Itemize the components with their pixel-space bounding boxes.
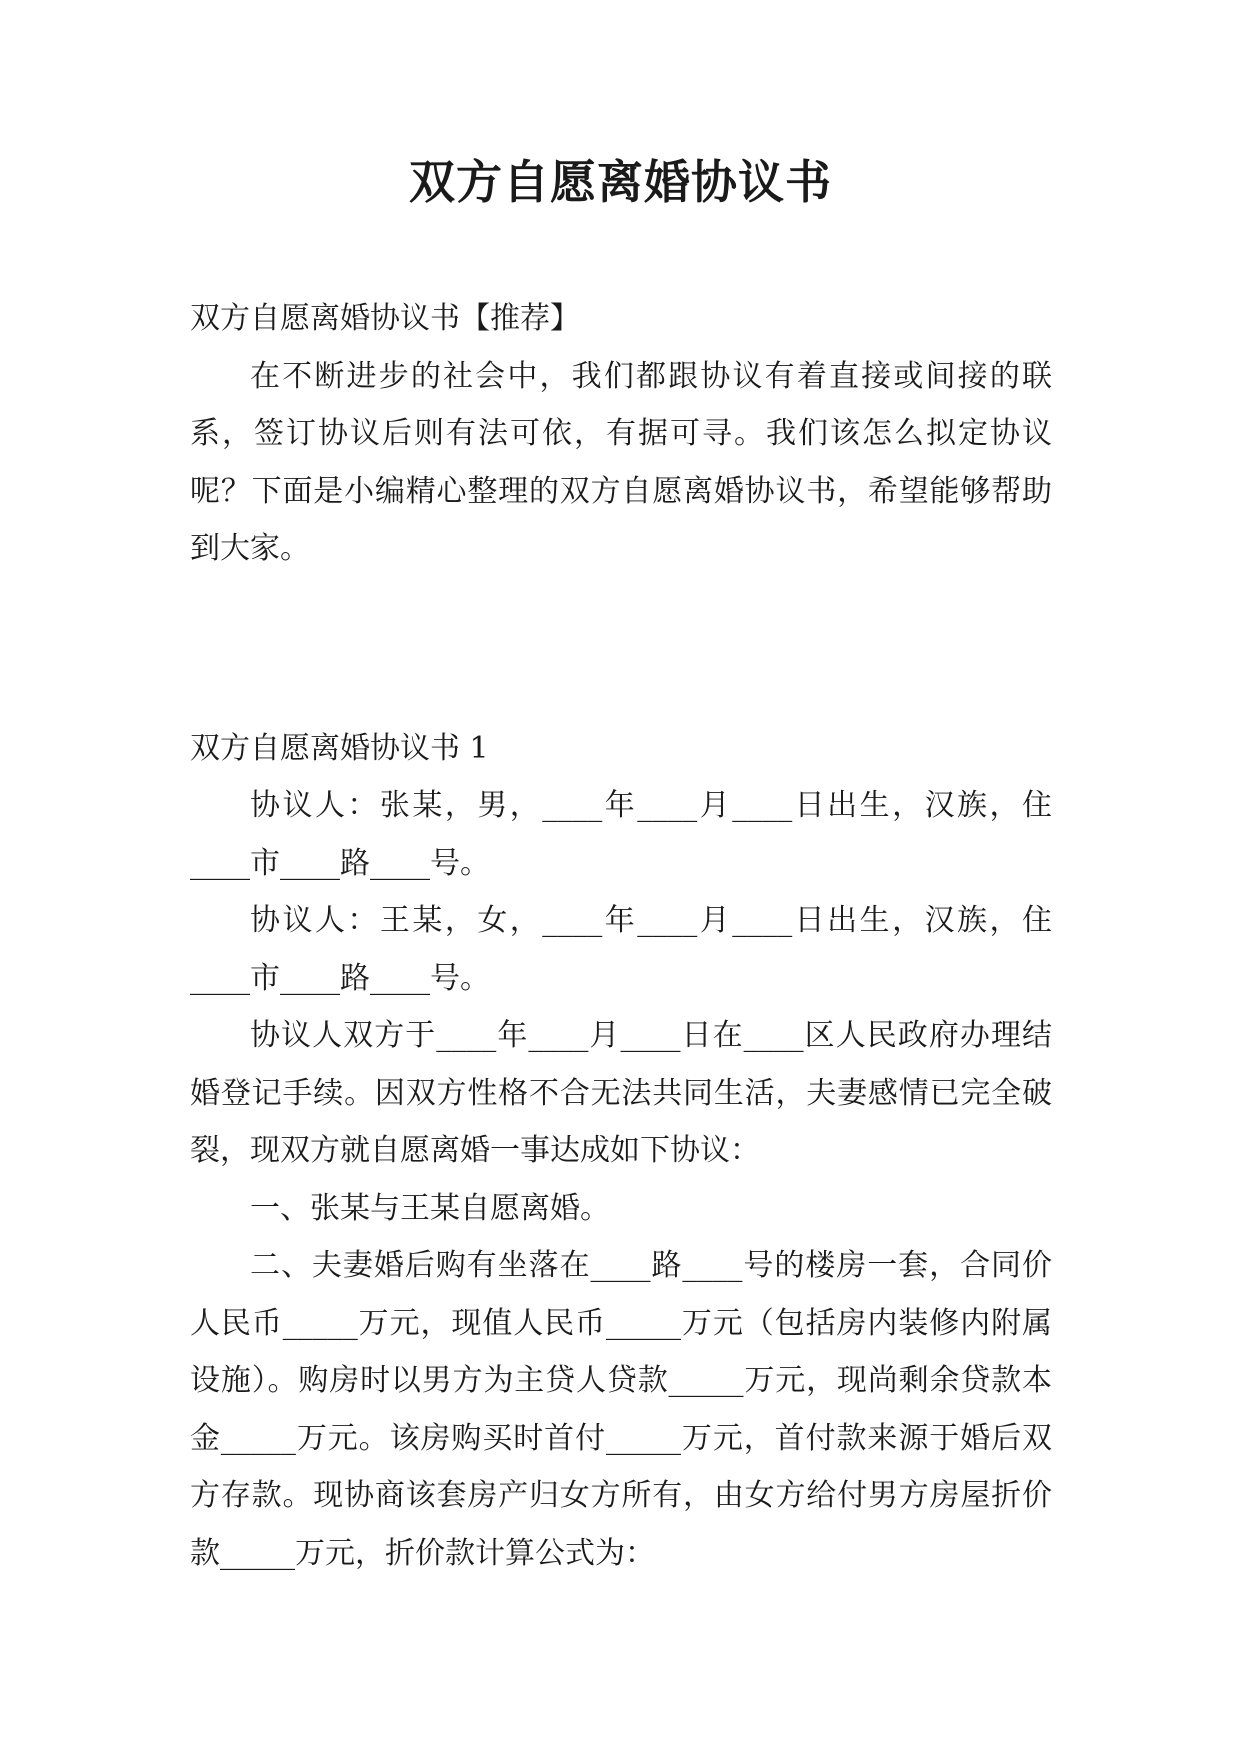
paragraph-clause-2: 二、夫妻婚后购有坐落在____路____号的楼房一套，合同价人民币_____万元，现值人民币_____万元（包括房内装修内附属设施）。购房时以男方为主贷人贷款_____万元，现尚剩余贷款本金_____万元。该房购买时首付_____万元，首付款来源于婚后双方存款。现协商该套房产归女方所有，由女方给付男方房屋折价款_____万元，折价款计算公式为： <box>190 1248 1052 1571</box>
paragraph-marriage-info: 协议人双方于____年____月____日在____区人民政府办理结婚登记手续。因双方性格不合无法共同生活，夫妻感情已完全破裂，现双方就自愿离婚一事达成如下协议： <box>190 1018 1052 1168</box>
paragraph-party-female: 协议人：王某，女，____年____月____日出生，汉族，住____市____路____号。 <box>190 903 1052 996</box>
paragraph-party-male: 协议人：张某，男，____年____月____日出生，汉族，住____市____路____号。 <box>190 788 1052 881</box>
paragraph-heading: 双方自愿离婚协议书【推荐】 <box>190 301 580 336</box>
section-heading: 双方自愿离婚协议书 1 <box>190 730 489 766</box>
document-title: 双方自愿离婚协议书 <box>409 155 832 209</box>
section-gap <box>190 578 1052 720</box>
paragraph-clause-1: 一、张某与王某自愿离婚。 <box>250 1190 610 1226</box>
document-body <box>190 290 1052 1582</box>
paragraph-intro: 在不断进步的社会中，我们都跟协议有着直接或间接的联系，签订协议后则有法可依，有据可寻。我们该怎么拟定协议呢？下面是小编精心整理的双方自愿离婚协议书，希望能够帮助到大家。 <box>190 358 1052 566</box>
